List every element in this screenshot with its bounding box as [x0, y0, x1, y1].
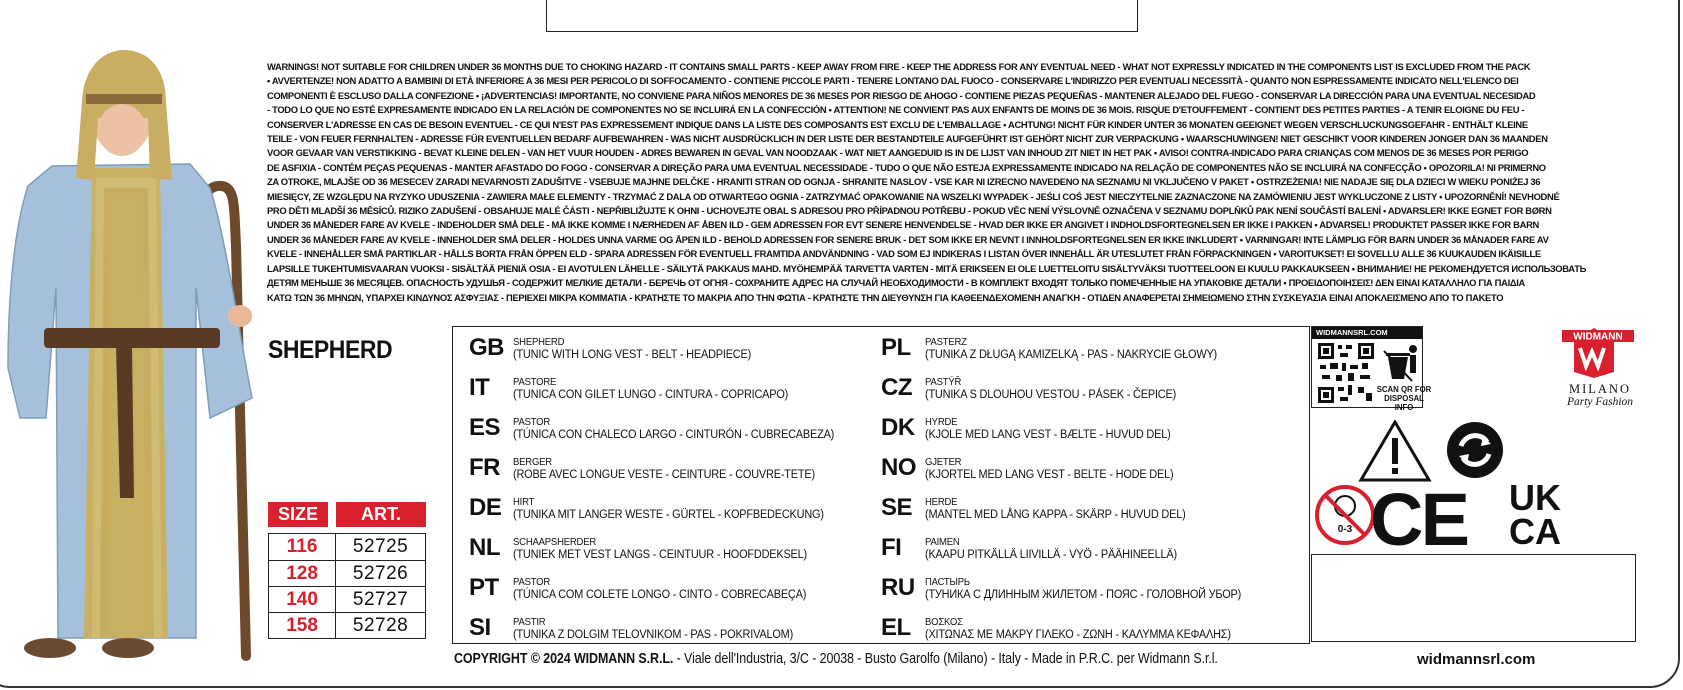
language-name: PASTOR	[513, 417, 551, 428]
language-name: ПАСТЫРЬ	[925, 577, 970, 588]
language-name: PASTERZ	[925, 337, 967, 348]
language-entry	[881, 413, 1291, 453]
widmann-logo-mark	[1560, 322, 1640, 380]
language-entry	[469, 493, 879, 533]
warning-line: DE ASFIXIA - CONTÉM PEÇAS PEQUENAS - MANTER AFASTADO DO FOGO - CONSERVAR A DIREÇÃO PARA UMA EVENTUAL NECESSIDADE - TUDO O QUE NÃO ESTEJA EXPRESSAMENTE INDICADO NA RELAÇÃO DE COMPONENTES NÃO SE INCLUIRÁ NA CONFECÇÃO • OPOZORILA! NI PRIMERNO	[267, 161, 1546, 173]
language-code: SE	[881, 494, 913, 521]
warning-line: VOOR GEVAAR VAN VERSTIKKING - BEVAT KLEINE DELEN - VAN HET VUUR HOUDEN - ADRES BEWAREN IN GEVAL VAN NOODZAAK - WAT NIET AANGEDUID IS IN DE LIJST VAN INHOUD ZIT NIET IN HET PAK • AVISO! CONTRA-INDICADO PARA CRIANÇAS COM MENOS DE 36 MESES POR PERIGO	[267, 147, 1529, 159]
size-value: 140	[269, 587, 336, 612]
size-value: 116	[269, 534, 336, 560]
qr-disposal-box	[1311, 326, 1432, 412]
warning-triangle-icon	[1361, 422, 1429, 480]
language-desc: (TUNIKA Z DOLGIM TELOVNIKOM - PAS - POKRIVALOM)	[513, 629, 794, 641]
warning-line: TEILE - VON FEUER FERNHALTEN - ADRESSE FÜR EVENTUELLEN BEDARF AUFBEWAHREN - WAS NICHT AUSDRÜCKLICH IN DER LISTE DER BESTANDTEILE AUFGEFÜHRT IST GEHÖRT NICHT ZUR VERPACKUNG • WAARSCHUWINGEN! NIET GESCHIKT VOOR KINDEREN JONGER DAN 36 MAANDEN	[267, 133, 1548, 145]
language-entry	[469, 413, 879, 453]
table-row	[269, 560, 425, 586]
language-entry	[469, 453, 879, 493]
languages-right-column	[881, 333, 1291, 653]
scan-qr-label	[1376, 385, 1432, 412]
scan-label-line2: DISPOSAL INFO	[1384, 394, 1424, 412]
widmann-logo	[1560, 322, 1640, 414]
brand-city: MILANO	[1569, 382, 1631, 396]
age-label: 0-3	[1337, 524, 1353, 535]
warning-line: LAPSILLE TUKEHTUMISVAARAN VUOKSI - SISÄLTÄÄ PIENIÄ OSIA - EI AVOTULEN LÄHELLE - SÄILYTÄ PAKKAUS MAHD. MYÖHEMPÄÄ TARVETTA VARTEN - MITÄ ERIKSEEN EI OLE LUETTELOITU SISÄLTYVÄKSI TUOTTEELOON EI KUULU PAKKAUKSEEN • ВНИМАНИЕ! НЕ РЕКОМЕНДУЕТСЯ ИСПОЛЬЗОВАТЬ	[267, 262, 1587, 274]
language-name: PASTORE	[513, 377, 557, 388]
language-code: NO	[881, 454, 916, 481]
language-name: SCHAAPSHERDER	[513, 537, 597, 548]
language-name: HERDE	[925, 497, 958, 508]
language-entry	[881, 453, 1291, 493]
disposal-bin-icon	[1382, 343, 1420, 383]
art-number: 52726	[352, 563, 409, 584]
shepherd-costume-illustration	[0, 38, 262, 668]
language-name: PASTOR	[513, 577, 551, 588]
ce-mark: CE	[1370, 478, 1470, 550]
warning-line: KVELE - INNEHÅLLER SMÅ PARTIKLAR - HÅLLS BORTA FRÅN ÖPPEN ELD - SPARA ADRESSEN FÖR EVENTUELL FRAMTIDA ANDVÄNDNING - VAD SOM EJ INDIKERAS I LISTAN ÖVER INNEHÅLL ÄR UTESLUTET FRÅN FÖRPACKNINGEN • VAROITUKSET! EI SOVELLU ALLE 36 KUUKAUDEN IKÄISILLE	[267, 248, 1541, 260]
language-desc: (KJORTEL MED LANG VEST - BELTE - HODE DEL)	[925, 469, 1174, 481]
product-title: SHEPHERD	[268, 336, 393, 364]
ukca-line1: UK	[1509, 477, 1561, 518]
language-entry	[469, 573, 879, 613]
language-desc: (TÚNICA COM COLETE LONGO - CINTO - COBRECABEÇA)	[513, 589, 807, 601]
language-entry	[469, 533, 879, 573]
language-entry	[881, 373, 1291, 413]
copyright-holder: COPYRIGHT © 2024 WIDMANN S.R.L.	[454, 651, 674, 667]
copyright-line	[454, 651, 1218, 667]
language-entry	[881, 333, 1291, 373]
table-row	[269, 534, 425, 560]
scan-label-line1: SCAN QR FOR	[1376, 385, 1432, 394]
language-name: HYRDE	[925, 417, 958, 428]
language-code: FI	[881, 534, 902, 561]
language-name: SHEPHERD	[513, 337, 565, 348]
table-row	[269, 612, 425, 638]
language-code: NL	[469, 534, 500, 561]
safety-marks	[1315, 420, 1645, 550]
ce-mark-icon	[1370, 478, 1470, 550]
language-code: RU	[881, 574, 915, 601]
art-number: 52727	[352, 589, 409, 610]
language-name: ΒΟΣΚΟΣ	[925, 617, 963, 628]
language-code: CZ	[881, 374, 912, 401]
barcode-area	[1311, 554, 1636, 642]
language-name: GJETER	[925, 457, 962, 468]
language-code: ES	[469, 414, 501, 441]
language-entry	[469, 613, 879, 653]
recycle-green-dot-icon	[1447, 422, 1503, 478]
language-desc: (ΧΙΤΩΝΑΣ ΜΕ ΜΑΚΡΥ ΓΙΛΕΚΟ - ΖΩΝΗ - ΚΑΛΥΜΜΑ ΚΕΦΑΛΗΣ)	[925, 629, 1231, 641]
warning-line: CONSERVER L'ADRESSE EN CAS DE BESOIN EVENTUEL - CE QUI N'EST PAS EXPRESSEMENT INDIQUE DANS LA LISTE DES COMPOSANTS EST EXCLU DE L'EMBALLAGE • ACHTUNG! NICHT FÜR KINDER UNTER 36 MONATEN GEEIGNET WEGEN VERSCHLUCKUNGSGEFAHR - ENTHÄLT KLEINE	[267, 118, 1528, 130]
art-number: 52728	[352, 615, 409, 636]
table-row	[269, 586, 425, 612]
ukca-mark-icon	[1509, 477, 1561, 550]
warning-line: UNDER 36 MÅNEDER FARE AV KVELE - INDEHOLDER SMÅ DELE - MÅ IKKE KOMME I NÆRHEDEN AF ÅBEN ILD - GEM ADRESSEN FOR EVT SENERE HENVENDELSE - HVAD DER IKKE ER ANGIVET I INDHOLDSFORTEGNELSEN ER IKKE I PAKKEN • ADVARSEL! PRODUKTET PASSER IKKE FOR BARN	[267, 219, 1539, 231]
website-link[interactable]: widmannsrl.com	[1417, 651, 1536, 668]
language-desc: (TÚNICA CON CHALECO LARGO - CINTURÓN - CUBRECABEZA)	[513, 429, 835, 441]
warning-line: - TODO LO QUE NO ESTÉ EXPRESAMENTE INDICADO EN LA RELACIÓN DE COMPONENTES NO SE INCLUIRÁ EN LA CONFECCIÓN • ATTENTION! NE CONVIENT PAS AUX ENFANTS DE MOINS DE 36 MOIS. RISQUE D'ETOUFFEMENT - CONTIENT DES PETITES PARTIES - A TENIR ELOIGNE DU FEU -	[267, 104, 1525, 116]
hang-tab-outline	[546, 0, 1138, 32]
not-for-under-3-icon	[1317, 487, 1373, 543]
language-name: HIRT	[513, 497, 535, 508]
language-desc: (TUNIKA Z DŁUGĄ KAMIZELKĄ - PAS - NAKRYCIE GŁOWY)	[925, 349, 1218, 361]
language-desc: (TUNIEK MET VEST LANGS - CEINTUUR - HOOFDDEKSEL)	[513, 549, 807, 561]
warning-line: MIESIĘCY, ZE WZGLĘDU NA RYZYKO UDUSZENIA - ZAWIERA MAŁE ELEMENTY - TRZYMAĆ Z DALA OD OTWARTEGO OGNIA - ZATRZYMAĆ OPAKOWANIE NA WSZELKI WYPADEK - JEŚLI COŚ JEST NIECZYTELNIE ZAZNACZONE NA ZAMÓWIENIU JEST WYKLUCZONE Z LISTY • UPOZORNĚNÍ! NEVHODNÉ	[267, 190, 1560, 202]
language-entry	[881, 533, 1291, 573]
languages-left-column	[469, 333, 879, 653]
language-code: IT	[469, 374, 490, 401]
language-desc: (ТУНИКА С ДЛИННЫМ ЖИЛЕТОМ - ПОЯС - ГОЛОВНОЙ УБОР)	[925, 589, 1242, 601]
language-code: DK	[881, 414, 915, 441]
size-table-header	[268, 502, 426, 527]
language-desc: (TUNIC WITH LONG VEST - BELT - HEADPIECE)	[513, 349, 752, 361]
copyright-address: - Viale dell'Industria, 3/C - 20038 - Busto Garolfo (Milano) - Italy - Made in P.R.C. per Widmann S.r.l.	[673, 651, 1218, 667]
warning-line: WARNINGS! NOT SUITABLE FOR CHILDREN UNDER 36 MONTHS DUE TO CHOKING HAZARD - IT CONTAINS SMALL PARTS - KEEP AWAY FROM FIRE - KEEP THE ADDRESS FOR ANY EVENTUAL NEED - WHAT NOT EXPRESSLY INDICATED IN THE COMPONENTS LIST IS EXCLUDED FROM THE PACK	[267, 61, 1531, 72]
language-code: DE	[469, 494, 502, 521]
language-code: SI	[469, 614, 491, 641]
ukca-line2: CA	[1509, 511, 1561, 550]
language-entry	[469, 373, 879, 413]
warning-line: PRO DĚTI MLADŠÍ 36 MĚSÍCŮ. RIZIKO ZADUŠENÍ - OBSAHUJE MALÉ ČÁSTI - NEPŘIBLIŽUJTE K OHNI - UCHOVEJTE OBAL S ADRESOU PRO PŘÍPADNOU POTŘEBU - POKUD VĚC NENÍ VÝSLOVNĚ OZNAČENA V SEZNAMU DOPLŇKŮ PAK NENÍ SOUČÁSTÍ BALENÍ • ADVARSLER! IKKE EGNET FOR BØRN	[267, 205, 1552, 217]
language-code: PL	[881, 334, 911, 361]
warning-line: ДЕТЯМ МЕНЬШЕ 36 МЕСЯЦЕВ. ОПАСНОСТЬ УДУШЬЯ - СОДЕРЖИТ МЕЛКИЕ ДЕТАЛИ - БЕРЕЧЬ ОТ ОГНЯ - СОХРАНИТЕ АДРЕС НА СЛУЧАЙ НЕОБХОДИМОСТИ - В КОМПЛЕКТ ВХОДЯТ ТОЛЬКО ПОМЕЧЕННЫЕ НА УПАКОВКЕ ДЕТАЛИ • ΠΡΟΕΙΔΟΠΟΙΗΣΕΙΣ! ΔΕΝ ΕΙΝΑΙ ΚΑΤΑΛΛΗΛΟ ΓΙΑ ΠΑΙΔΙΑ	[267, 277, 1526, 289]
language-name: PASTIR	[513, 617, 546, 628]
size-table-rows	[268, 533, 426, 639]
size-value: 128	[269, 561, 336, 586]
languages-box	[452, 326, 1310, 644]
qr-code-icon[interactable]	[1318, 343, 1374, 403]
size-header: SIZE	[268, 502, 328, 527]
language-entry	[881, 573, 1291, 613]
warning-line: • AVVERTENZE! NON ADATTO A BAMBINI DI ETÀ INFERIORE A 36 MESI PER PERICOLO DI SOFFOCAMENTO - CONTIENE PICCOLE PARTI - TENERE LONTANO DAL FUOCO - CONSERVARE L'INDIRIZZO PER EVENTUALI NECESSITÀ - QUANTO NON ESPRESSAMENTE INDICATO NELL'ELENCO DEI	[267, 75, 1519, 87]
language-desc: (MANTEL MED LÅNG KAPPA - SKÄRP - HUVUD DEL)	[925, 509, 1186, 521]
warning-line: ZA OTROKE, MLAJŠE OD 36 MESECEV ZARADI NEVARNOSTI ZADUŠITVE - VSEBUJE MAJHNE DELČKE - HRANITI STRAN OD OGNJA - SHRANITE NASLOV - VSE KAR NI IZRECNO NAVEDENO NA SEZNAMU NI VKLJUČENO V PAKET • OSTRZEŻENIA! NIE NADAJE SIĘ DLA DZIECI W WIEKU PONIŻEJ 36	[267, 176, 1541, 188]
warning-line: UNDER 36 MÅNEDER FARE AV KVELE - INNEHOLDER SMÅ DELER - HOLDES UNNA VARME OG ÅPEN ILD - BEHOLD ADRESSEN FOR SENERE BRUK - DET SOM IKKE ER NEVNT I INNHOLDSFORTEGNELSEN ER IKKE INKLUDERT • VARNINGAR! INTE LÄMPLIG FÖR BARN UNDER 36 MÅNADER FARE AV	[267, 233, 1549, 245]
warning-line: ΚΑΤΩ ΤΩΝ 36 ΜΗΝΩΝ, ΥΠΑΡΧΕΙ ΚΙΝΔΥΝΟΣ ΑΣΦΥΞΙΑΣ - ΠΕΡΙΕΧΕΙ ΜΙΚΡΑ ΚΟΜΜΑΤΙΑ - ΚΡΑΤΗΣΤΕ ΤΟ ΜΑΚΡΙΑ ΑΠΟ ΤΗΝ ΦΩΤΙΑ - ΚΡΑΤΗΣΤΕ ΤΗΝ ΔΙΕΥΘΥΝΣΗ ΓΙΑ ΚΑΘΕΕΝΔΕΧΟΜΕΝΗ ΑΝΑΓΚΗ - ΟΤΙΔΕΝ ΑΝΑΦΕΡΕΤΑΙ ΣΗΜΕΙΩΜΕΝΟ ΣΤΗΝ ΣΥΣΚΕΥΑΣΙΑ ΕΙΝΑΙ ΑΠΟΚΛΕΙΣΜΕΝΟ ΑΠΟ ΤΟ ΠΑΚΕΤΟ	[267, 291, 1504, 303]
language-name: BERGER	[513, 457, 552, 468]
brand-tagline: Party Fashion	[1566, 396, 1634, 408]
art-number: 52725	[352, 536, 409, 557]
language-desc: (TUNIKA MIT LANGER WESTE - GÜRTEL - KOPFBEDECKUNG)	[513, 509, 824, 521]
brand-name: WIDMANN	[1573, 331, 1623, 343]
language-code: PT	[469, 574, 499, 601]
size-value: 158	[269, 613, 336, 638]
language-desc: (KAAPU PITKÄLLÄ LIIVILLÄ - VYÖ - PÄÄHINEELLÄ)	[925, 549, 1177, 561]
language-name: PASTÝŘ	[925, 377, 962, 388]
qr-site-label: WIDMANNSRL.COM	[1312, 327, 1422, 339]
language-desc: (TUNICA CON GILET LUNGO - CINTURA - COPRICAPO)	[513, 389, 789, 401]
language-desc: (KJOLE MED LANG VEST - BÆLTE - HUVUD DEL)	[925, 429, 1171, 441]
size-table	[268, 502, 426, 639]
language-desc: (TUNIKA S DLOUHOU VESTOU - PÁSEK - ČEPICE)	[925, 389, 1177, 401]
art-header: ART.	[336, 502, 426, 527]
warning-line: COMPONENTI È ESCLUSO DALLA CONFEZIONE • ¡ADVERTENCIAS! IMPORTANTE, NO CONVIENE PARA NIÑOS MENORES DE 36 MESES POR RIESGO DE AHOGO - CONTIENE PIEZAS PEQUEÑAS - MANTENER ALEJADO DEL FUEGO - CONSERVAR LA DIRECCIÓN PARA UNA EVENTUAL NECESIDAD	[267, 89, 1536, 101]
language-entry	[881, 613, 1291, 653]
language-code: GB	[469, 334, 504, 361]
language-code: FR	[469, 454, 500, 481]
warnings-text	[267, 60, 1637, 305]
language-entry	[469, 333, 879, 373]
language-name: PAIMEN	[925, 537, 960, 548]
language-desc: (ROBE AVEC LONGUE VESTE - CEINTURE - COUVRE-TETE)	[513, 469, 815, 481]
language-entry	[881, 493, 1291, 533]
language-code: EL	[881, 614, 911, 641]
